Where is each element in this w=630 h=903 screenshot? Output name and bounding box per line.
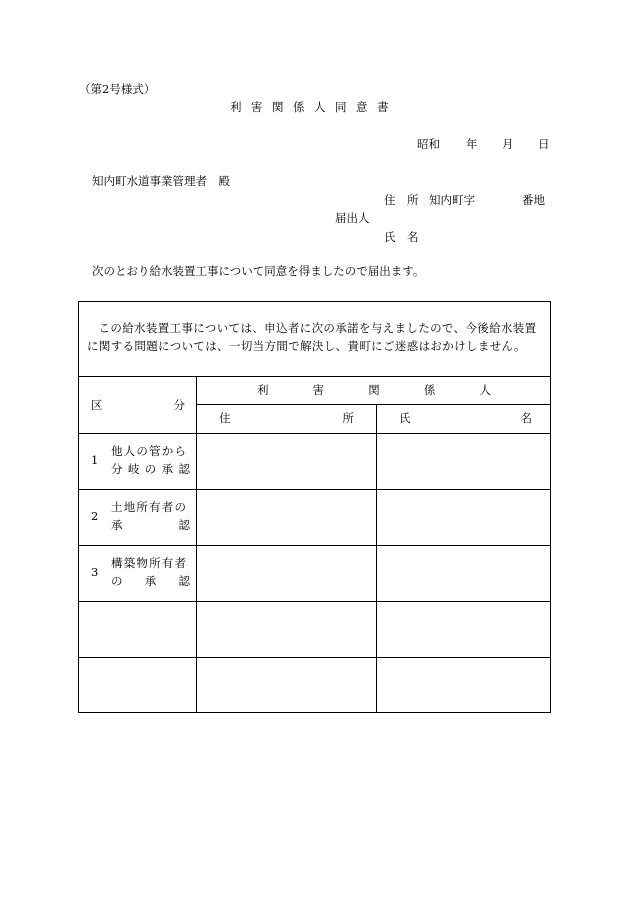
row-divider bbox=[79, 601, 550, 602]
row-divider bbox=[79, 433, 550, 434]
consent-statement: この給水装置工事については、申込者に次の承諾を与えましたので、今後給水装置に関する問題については、一切当方間で解決し、貴町にご迷惑はおかけしません。 bbox=[87, 321, 537, 353]
name-header: 氏 名 bbox=[399, 411, 532, 425]
interested-party-header: 利 害 関 係 人 bbox=[257, 383, 491, 397]
row-label-line2: の 承 認 bbox=[111, 574, 190, 588]
name-label: 氏 名 bbox=[384, 230, 419, 244]
row-divider bbox=[79, 545, 550, 546]
row-number: 3 bbox=[91, 565, 99, 579]
row-divider bbox=[79, 376, 550, 377]
address-town: 知内町字 bbox=[429, 193, 475, 207]
row-divider bbox=[79, 657, 550, 658]
row-label-line1: 構築物所有者 bbox=[111, 556, 188, 570]
row-label-line2: 分 岐 の 承 認 bbox=[111, 462, 190, 476]
applicant-label: 届出人 bbox=[335, 211, 370, 225]
addressee: 知内町水道事業管理者 殿 bbox=[92, 174, 230, 188]
division-header: 区 分 bbox=[91, 398, 185, 412]
address-label: 住 所 bbox=[384, 193, 419, 207]
column-divider bbox=[196, 376, 197, 712]
document-title: 利害関係人同意書 bbox=[230, 100, 398, 114]
form-number: （第2号様式） bbox=[79, 82, 156, 96]
column-divider bbox=[376, 404, 377, 712]
notice-text: 次のとおり給水装置工事について同意を得ましたので届出ます。 bbox=[92, 264, 425, 278]
row-divider bbox=[79, 489, 550, 490]
date-month-label: 月 bbox=[502, 137, 514, 151]
row-label-line1: 他人の管から bbox=[111, 444, 188, 458]
row-label-line1: 土地所有者の bbox=[111, 500, 188, 514]
date-era: 昭和 bbox=[417, 137, 440, 151]
date-day-label: 日 bbox=[538, 137, 550, 151]
row-divider bbox=[196, 404, 550, 405]
row-number: 2 bbox=[91, 509, 99, 523]
row-label-line2: 承 認 bbox=[111, 518, 190, 532]
address-suffix: 番地 bbox=[522, 193, 545, 207]
date-year-label: 年 bbox=[466, 137, 478, 151]
address-header: 住 所 bbox=[219, 411, 354, 425]
row-number: 1 bbox=[91, 453, 99, 467]
consent-table bbox=[78, 301, 551, 713]
